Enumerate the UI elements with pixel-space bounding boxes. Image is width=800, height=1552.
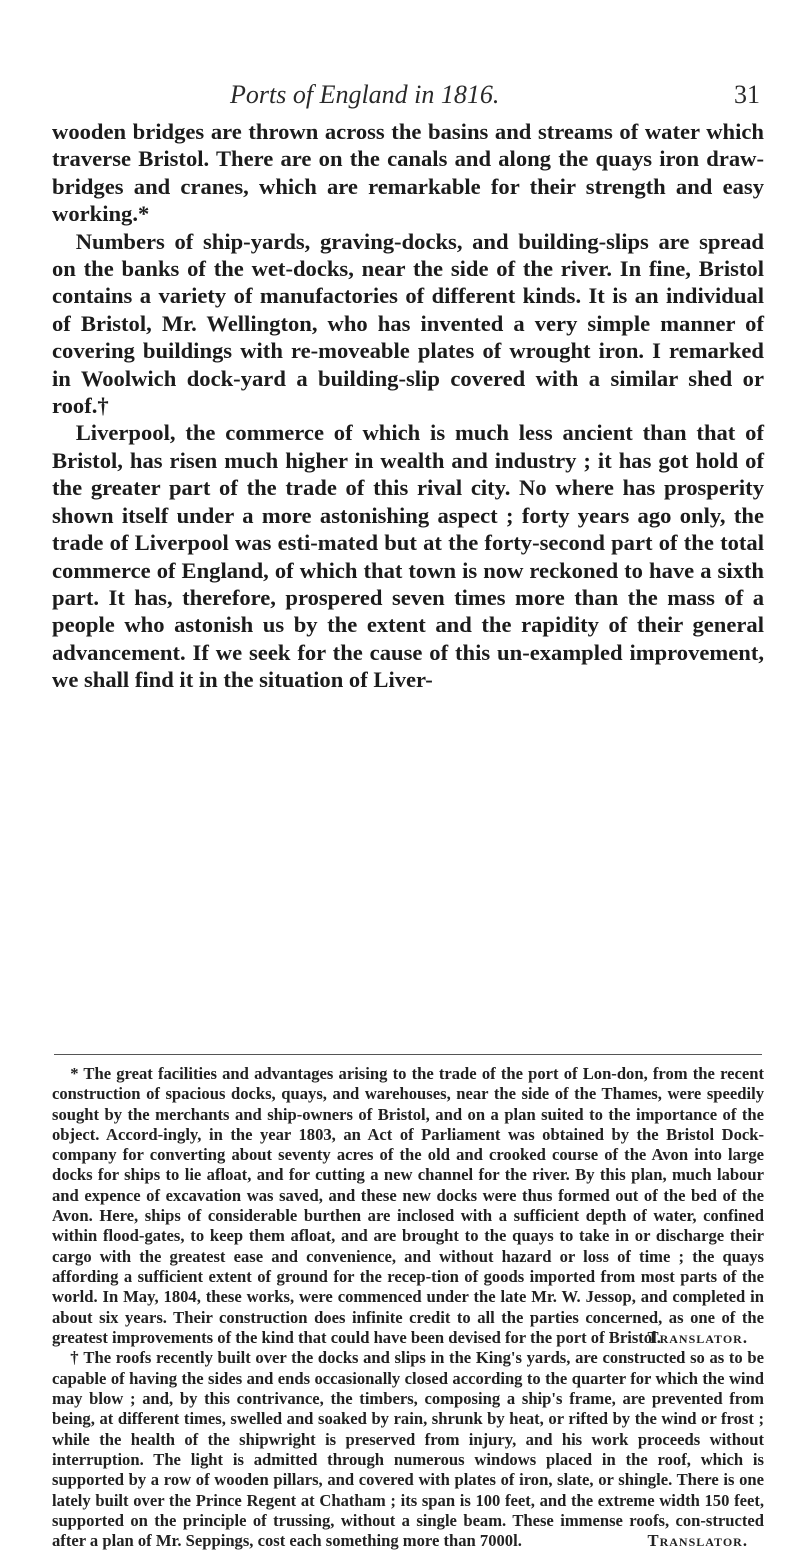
paragraph-liverpool: Liverpool, the commerce of which is much less ancient than that of Bristol, has risen much higher in wealth and industry ; it has got hold of the greater part of the trade of this rival city. No where has prosperity shown itself under a more astonishing aspect ; forty years ago only, the trade of Liverpool was esti-mated but at the forty-second part of the total commerce of England, of which that town is now reckoned to have a sixth part. It has, therefore, prospered seven times more than the mass of a people who astonish us by the extent and the rapidity of their general advancement. If we seek for the cause of this un-exampled improvement, we shall find it in the situation of Liver- bbox=[52, 420, 764, 693]
main-text bbox=[52, 118, 764, 694]
footnote-signature: Translator. bbox=[647, 1328, 748, 1348]
paragraph-bristol-bridges: wooden bridges are thrown across the basins and streams of water which traverse Bristol. There are on the canals and along the quays iron draw-bridges and cranes, which are remarkable for their strength and easy working.* bbox=[52, 119, 764, 227]
running-title: Ports of England in 1816. bbox=[230, 80, 500, 109]
page-number: 31 bbox=[734, 80, 760, 109]
footnote-bristol-docks: * The great facilities and advantages arising to the trade of the port of Lon-don, from the recent construction of spacious docks, quays, and warehouses, near the side of the Thames, were speedily sought by the merchants and ship-owners of Bristol, and on a plan suited to the importance of the object. Accord-ingly, in the year 1803, an Act of Parliament was obtained by the Bristol Dock-company for converting about seventy acres of the old and crooked course of the Avon into large docks for ships to lie afloat, and for cutting a new channel for the river. By this plan, much labour and expence of excavation was saved, and these new docks were thus formed out of the bed of the Avon. Here, ships of considerable burthen are inclosed with a sufficient depth of water, confined within flood-gates, to keep them afloat, and are brought to the quays to take in or discharge their cargo with the greatest ease and convenience, and without hazard or loss of time ; the quays affording a sufficient extent of ground for the recep-tion of goods imported from most parts of the world. In May, 1804, these works, were commenced under the late Mr. W. Jessop, and completed in about six years. Their construction does infinite credit to all the parties concerned, as one of the greatest improvements of the kind that could have been devised for the port of Bristol. bbox=[52, 1064, 764, 1347]
page-header bbox=[230, 80, 760, 116]
footnote-roofs: † The roofs recently built over the docks and slips in the King's yards, are constructed so as to be capable of having the sides and ends occasionally closed according to the quarter for which the wind may blow ; and, by this contrivance, the timbers, composing a ship's frame, are prevented from being, at different times, swelled and soaked by rain, shrunk by heat, or rifted by the wind or frost ; while the health of the shipwright is preserved from injury, and his work proceeds without interruption. The light is admitted through numerous windows placed in the roof, which is supported by a row of wooden pillars, and covered with plates of iron, slate, or shingle. There is one lately built over the Prince Regent at Chatham ; its span is 100 feet, and the extreme width 150 feet, supported on the principle of trussing, without a single beam. These immense roofs, con-structed after a plan of Mr. Seppings, cost each something more than 7000l. bbox=[52, 1348, 764, 1551]
footnote-signature: Translator. bbox=[647, 1531, 748, 1551]
paragraph-shipyards: Numbers of ship-yards, graving-docks, and building-slips are spread on the banks of the wet-docks, near the side of the river. In fine, Bristol contains a variety of manufactories of different kinds. It is an individual of Bristol, Mr. Wellington, who has invented a very simple manner of covering buildings with re-moveable plates of wrought iron. I remarked in Woolwich dock-yard a building-slip covered with a similar shed or roof.† bbox=[52, 228, 764, 419]
footnotes bbox=[52, 1064, 764, 1552]
footnote-divider bbox=[54, 1054, 762, 1055]
